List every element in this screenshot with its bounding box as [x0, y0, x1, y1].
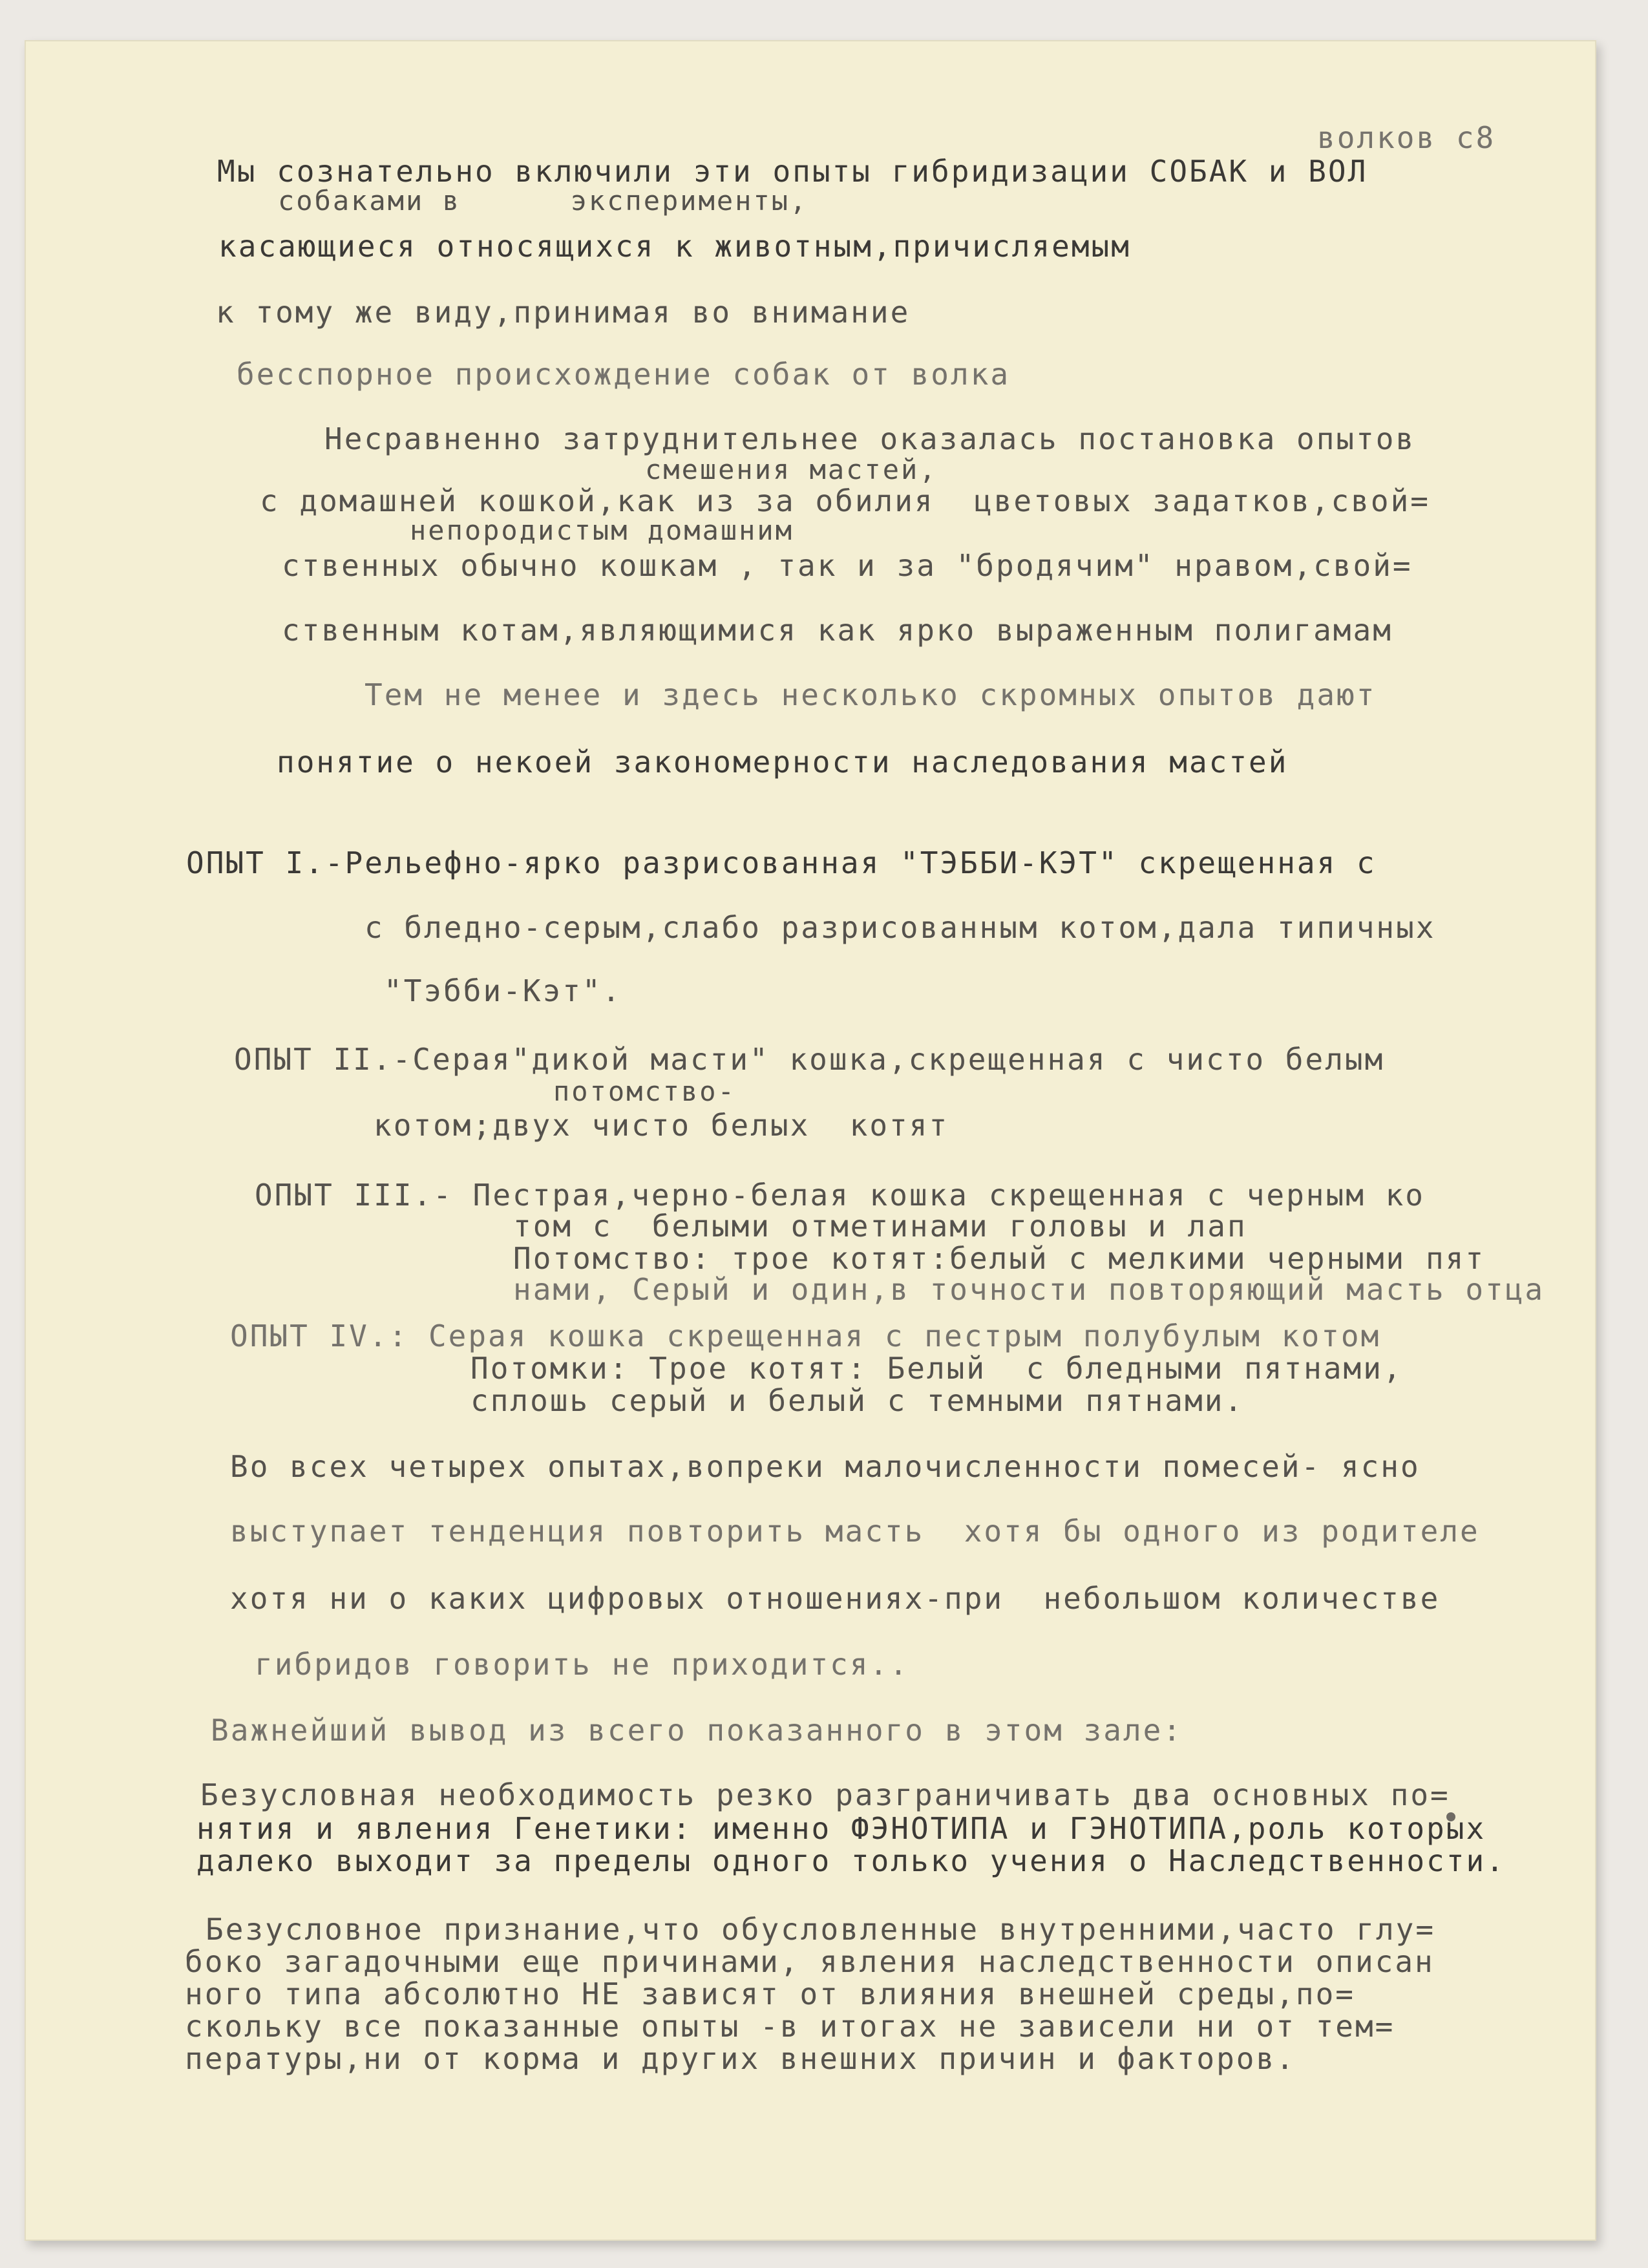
experiment-3-line-1: ОПЫТ III.- Пестрая,черно-белая кошка скрещенная с черным ко: [255, 1178, 1425, 1213]
conclusion-1-line-3: далеко выходит за пределы одного только учения о Наследственности.: [196, 1843, 1506, 1878]
conclusion-1-line-2: нятия и явления Генетики: именно ФЭНОТИПА и ГЭНОТИПА,роль которых: [196, 1811, 1486, 1846]
experiment-3-line-4: нами, Серый и один,в точности повторяющий масть отца: [513, 1272, 1545, 1307]
experiment-2-line-1: ОПЫТ II.-Серая"дикой масти" кошка,скрещенная с чисто белым: [234, 1042, 1385, 1077]
experiment-1-line-3: "Тэбби-Кэт".: [384, 973, 622, 1008]
summary-line-3: хотя ни о каких цифровых отношениях-при небольшом количестве: [230, 1581, 1441, 1616]
cats-line-5: ственных обычно кошкам , так и за "бродячим" нравом,свой=: [282, 548, 1413, 583]
intro-line-1: Мы сознательно включили эти опыты гибридизации СОБАК и ВОЛ: [217, 154, 1368, 189]
conclusion-1-line-1: Безусловная необходимость резко разграничивать два основных по=: [200, 1777, 1450, 1812]
cats-line-7: Тем не менее и здесь несколько скромных опытов дают: [364, 677, 1377, 712]
cats-line-6: ственным котам,являющимися как ярко выраженным полигамам: [282, 613, 1393, 648]
cats-line-8: понятие о некоей закономерности наследования мастей: [277, 745, 1289, 779]
summary-line-1: Во всех четырех опытах,вопреки малочисленности помесей- ясно: [230, 1449, 1421, 1484]
document-page: [25, 40, 1596, 2241]
cats-line-2: смешения мастей,: [645, 454, 938, 485]
experiment-3-line-3: Потомство: трое котят:белый с мелкими черными пят: [513, 1241, 1486, 1276]
conclusion-2-line-2: боко загадочными еще причинами, явления наследственности описан: [185, 1944, 1435, 1979]
page-header: волков с8: [1317, 120, 1496, 155]
experiment-4-line-1: ОПЫТ IV.: Серая кошка скрещенная с пестрым полубулым котом: [230, 1319, 1381, 1353]
experiment-2-line-3: котом;двух чисто белых котят: [374, 1108, 949, 1143]
conclusion-2-line-3: ного типа абсолютно НЕ зависят от влияния внешней среды,по=: [185, 1977, 1355, 2011]
cats-line-4: непородистым домашним: [410, 514, 794, 546]
intro-line-2: собаками в эксперименты,: [278, 185, 808, 217]
summary-line-2: выступает тенденция повторить масть хотя бы одного из родителе: [230, 1514, 1480, 1549]
conclusion-2-line-4: скольку все показанные опыты -в итогах не зависели ни от тем=: [185, 2009, 1395, 2044]
conclusion-2-line-1: Безусловное признание,что обусловленные внутренними,часто глу=: [206, 1912, 1436, 1947]
intro-line-3: касающиеся относящихся к животным,причисляемым: [218, 229, 1131, 264]
cats-line-1: Несравненно затруднительнее оказалась постановка опытов: [324, 421, 1416, 456]
cats-line-3: с домашней кошкой,как из за обилия цветовых задатков,свой=: [260, 483, 1430, 518]
experiment-4-line-3: сплошь серый и белый с темными пятнами.: [470, 1383, 1245, 1418]
conclusion-title: Важнейший вывод из всего показанного в этом зале:: [211, 1713, 1183, 1748]
intro-line-5: бесспорное происхождение собак от волка: [237, 357, 1011, 392]
experiment-1-line-2: с бледно-серым,слабо разрисованным котом,дала типичных: [364, 910, 1436, 945]
summary-line-4: гибридов говорить не приходится..: [255, 1647, 909, 1682]
experiment-3-line-2: том с белыми отметинами головы и лап: [513, 1209, 1247, 1244]
intro-line-4: к тому же виду,принимая во внимание: [216, 295, 911, 330]
experiment-1-line-1: ОПЫТ I.-Рельефно-ярко разрисованная "ТЭББИ-КЭТ" скрещенная с: [186, 845, 1377, 880]
conclusion-2-line-5: пературы,ни от корма и других внешних причин и факторов.: [185, 2041, 1296, 2076]
experiment-4-line-2: Потомки: Трое котят: Белый с бледными пятнами,: [470, 1351, 1403, 1386]
experiment-2-line-2: потомство-: [553, 1076, 736, 1107]
